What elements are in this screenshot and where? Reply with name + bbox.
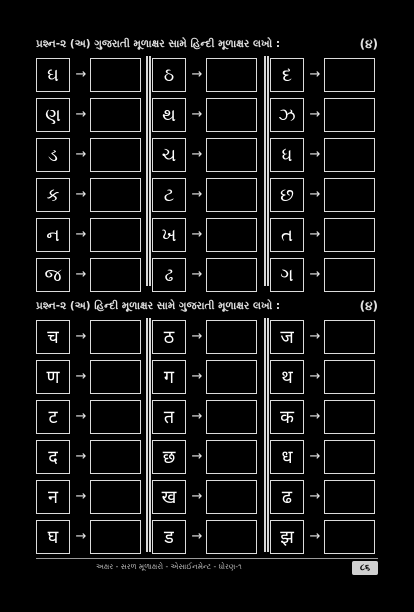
arrow-right-icon: → (75, 227, 87, 242)
letter-row (270, 400, 380, 436)
source-letter: ન (36, 218, 70, 252)
arrow-right-icon: → (309, 187, 321, 202)
arrow-right-icon: → (191, 147, 203, 162)
section1-column-1 (36, 58, 146, 290)
answer-box[interactable] (324, 400, 375, 434)
letter-row (36, 218, 146, 254)
column-divider (264, 318, 266, 552)
letter-row (152, 320, 262, 356)
letter-row (152, 138, 262, 174)
letter-row (270, 218, 380, 254)
arrow-right-icon: → (309, 369, 321, 384)
answer-box[interactable] (90, 400, 141, 434)
answer-box[interactable] (324, 520, 375, 554)
section1-column-3 (270, 58, 380, 290)
section2-column-1 (36, 320, 146, 556)
source-letter: છ (270, 178, 304, 212)
arrow-right-icon: → (75, 369, 87, 384)
column-divider (267, 318, 269, 552)
source-letter: क (270, 400, 304, 434)
letter-row (36, 58, 146, 94)
answer-box[interactable] (206, 480, 257, 514)
answer-box[interactable] (90, 218, 141, 252)
answer-box[interactable] (206, 218, 257, 252)
column-divider (146, 318, 148, 552)
arrow-right-icon: → (75, 67, 87, 82)
answer-box[interactable] (90, 520, 141, 554)
letter-row (152, 58, 262, 94)
section1-grid (36, 58, 378, 290)
column-divider (146, 56, 148, 286)
column-divider (264, 56, 266, 286)
section2-heading (36, 296, 378, 316)
source-letter: ઘ (36, 58, 70, 92)
letter-row (270, 440, 380, 476)
section2-marks: (૪) (359, 298, 378, 313)
arrow-right-icon: → (309, 107, 321, 122)
answer-box[interactable] (90, 480, 141, 514)
arrow-right-icon: → (309, 409, 321, 424)
letter-row (152, 400, 262, 436)
letter-row (270, 98, 380, 134)
letter-row (270, 360, 380, 396)
answer-box[interactable] (206, 258, 257, 292)
source-letter: न (36, 480, 70, 514)
answer-box[interactable] (90, 320, 141, 354)
answer-box[interactable] (324, 480, 375, 514)
source-letter: જ (36, 258, 70, 292)
source-letter: ख (152, 480, 186, 514)
letter-row (270, 138, 380, 174)
arrow-right-icon: → (309, 529, 321, 544)
source-letter: च (36, 320, 70, 354)
answer-box[interactable] (206, 520, 257, 554)
answer-box[interactable] (206, 58, 257, 92)
letter-row (270, 178, 380, 214)
source-letter: घ (36, 520, 70, 554)
source-letter: ઢ (152, 258, 186, 292)
answer-box[interactable] (324, 320, 375, 354)
letter-row (36, 400, 146, 436)
source-letter: ટ (152, 178, 186, 212)
letter-row (36, 138, 146, 174)
source-letter: ગ (270, 258, 304, 292)
section1-column-2 (152, 58, 262, 290)
answer-box[interactable] (206, 138, 257, 172)
source-letter: छ (152, 440, 186, 474)
letter-row (36, 178, 146, 214)
answer-box[interactable] (90, 258, 141, 292)
letter-row (36, 440, 146, 476)
answer-box[interactable] (206, 98, 257, 132)
source-letter: ग (152, 360, 186, 394)
letter-row (152, 98, 262, 134)
answer-box[interactable] (90, 138, 141, 172)
page-number: ૮૬ (352, 561, 378, 575)
answer-box[interactable] (324, 58, 375, 92)
arrow-right-icon: → (191, 67, 203, 82)
source-letter: थ (270, 360, 304, 394)
arrow-right-icon: → (309, 449, 321, 464)
source-letter: ઠ (152, 58, 186, 92)
source-letter: ખ (152, 218, 186, 252)
section1-marks: (૪) (359, 36, 378, 51)
arrow-right-icon: → (75, 107, 87, 122)
arrow-right-icon: → (191, 529, 203, 544)
column-divider (267, 56, 269, 286)
letter-row (152, 218, 262, 254)
letter-row (36, 360, 146, 396)
arrow-right-icon: → (75, 147, 87, 162)
arrow-right-icon: → (191, 227, 203, 242)
letter-row (270, 480, 380, 516)
arrow-right-icon: → (75, 187, 87, 202)
arrow-right-icon: → (309, 489, 321, 504)
source-letter: દ (270, 58, 304, 92)
answer-box[interactable] (324, 98, 375, 132)
source-letter: ઝ (270, 98, 304, 132)
arrow-right-icon: → (191, 187, 203, 202)
source-letter: त (152, 400, 186, 434)
letter-row (270, 58, 380, 94)
source-letter: થ (152, 98, 186, 132)
arrow-right-icon: → (75, 529, 87, 544)
source-letter: ण (36, 360, 70, 394)
source-letter: ચ (152, 138, 186, 172)
arrow-right-icon: → (75, 489, 87, 504)
letter-row (152, 520, 262, 556)
answer-box[interactable] (90, 178, 141, 212)
letter-row (36, 520, 146, 556)
answer-box[interactable] (324, 258, 375, 292)
section2-title: પ્રશ્ન-૨ (અ) હિન્દી મૂળાક્ષર સામે ગુજરાતી મૂળાક્ષર લખો : (36, 299, 281, 312)
letter-row (270, 320, 380, 356)
source-letter: ડ (36, 138, 70, 172)
source-letter: ढ (270, 480, 304, 514)
section2-column-2 (152, 320, 262, 556)
answer-box[interactable] (90, 58, 141, 92)
arrow-right-icon: → (191, 409, 203, 424)
section2-grid (36, 320, 378, 556)
section2-column-3 (270, 320, 380, 556)
source-letter: ड (152, 520, 186, 554)
footer (36, 558, 378, 577)
answer-box[interactable] (90, 98, 141, 132)
answer-box[interactable] (206, 178, 257, 212)
answer-box[interactable] (90, 440, 141, 474)
arrow-right-icon: → (191, 267, 203, 282)
column-divider (149, 56, 151, 286)
letter-row (36, 258, 146, 294)
column-divider (149, 318, 151, 552)
source-letter: द (36, 440, 70, 474)
section1-heading (36, 34, 378, 54)
source-letter: ણ (36, 98, 70, 132)
arrow-right-icon: → (309, 67, 321, 82)
letter-row (152, 258, 262, 294)
answer-box[interactable] (206, 440, 257, 474)
letter-row (152, 178, 262, 214)
letter-row (270, 258, 380, 294)
arrow-right-icon: → (75, 267, 87, 282)
arrow-right-icon: → (191, 489, 203, 504)
letter-row (36, 320, 146, 356)
arrow-right-icon: → (309, 329, 321, 344)
letter-row (152, 360, 262, 396)
answer-box[interactable] (324, 440, 375, 474)
section1-title: પ્રશ્ન-૨ (અ) ગુજરાતી મૂળાક્ષર સામે હિન્દી મૂળાક્ષર લખો : (36, 37, 281, 50)
arrow-right-icon: → (191, 449, 203, 464)
source-letter: ધ (270, 138, 304, 172)
letter-row (152, 480, 262, 516)
source-letter: ध (270, 440, 304, 474)
letter-row (36, 480, 146, 516)
arrow-right-icon: → (191, 107, 203, 122)
answer-box[interactable] (206, 400, 257, 434)
answer-box[interactable] (324, 178, 375, 212)
answer-box[interactable] (90, 360, 141, 394)
letter-row (36, 98, 146, 134)
arrow-right-icon: → (309, 147, 321, 162)
arrow-right-icon: → (75, 409, 87, 424)
arrow-right-icon: → (75, 329, 87, 344)
answer-box[interactable] (206, 360, 257, 394)
arrow-right-icon: → (191, 369, 203, 384)
arrow-right-icon: → (309, 227, 321, 242)
footer-text: અક્ષર - સરળ મૂળાક્ષરો - એસાઈનમેન્ટ - ધોરણ-૧ (96, 562, 242, 571)
arrow-right-icon: → (75, 449, 87, 464)
source-letter: ठ (152, 320, 186, 354)
source-letter: ત (270, 218, 304, 252)
source-letter: ज (270, 320, 304, 354)
letter-row (270, 520, 380, 556)
answer-box[interactable] (206, 320, 257, 354)
source-letter: ક (36, 178, 70, 212)
answer-box[interactable] (324, 218, 375, 252)
source-letter: झ (270, 520, 304, 554)
answer-box[interactable] (324, 360, 375, 394)
letter-row (152, 440, 262, 476)
answer-box[interactable] (324, 138, 375, 172)
arrow-right-icon: → (191, 329, 203, 344)
arrow-right-icon: → (309, 267, 321, 282)
source-letter: ट (36, 400, 70, 434)
